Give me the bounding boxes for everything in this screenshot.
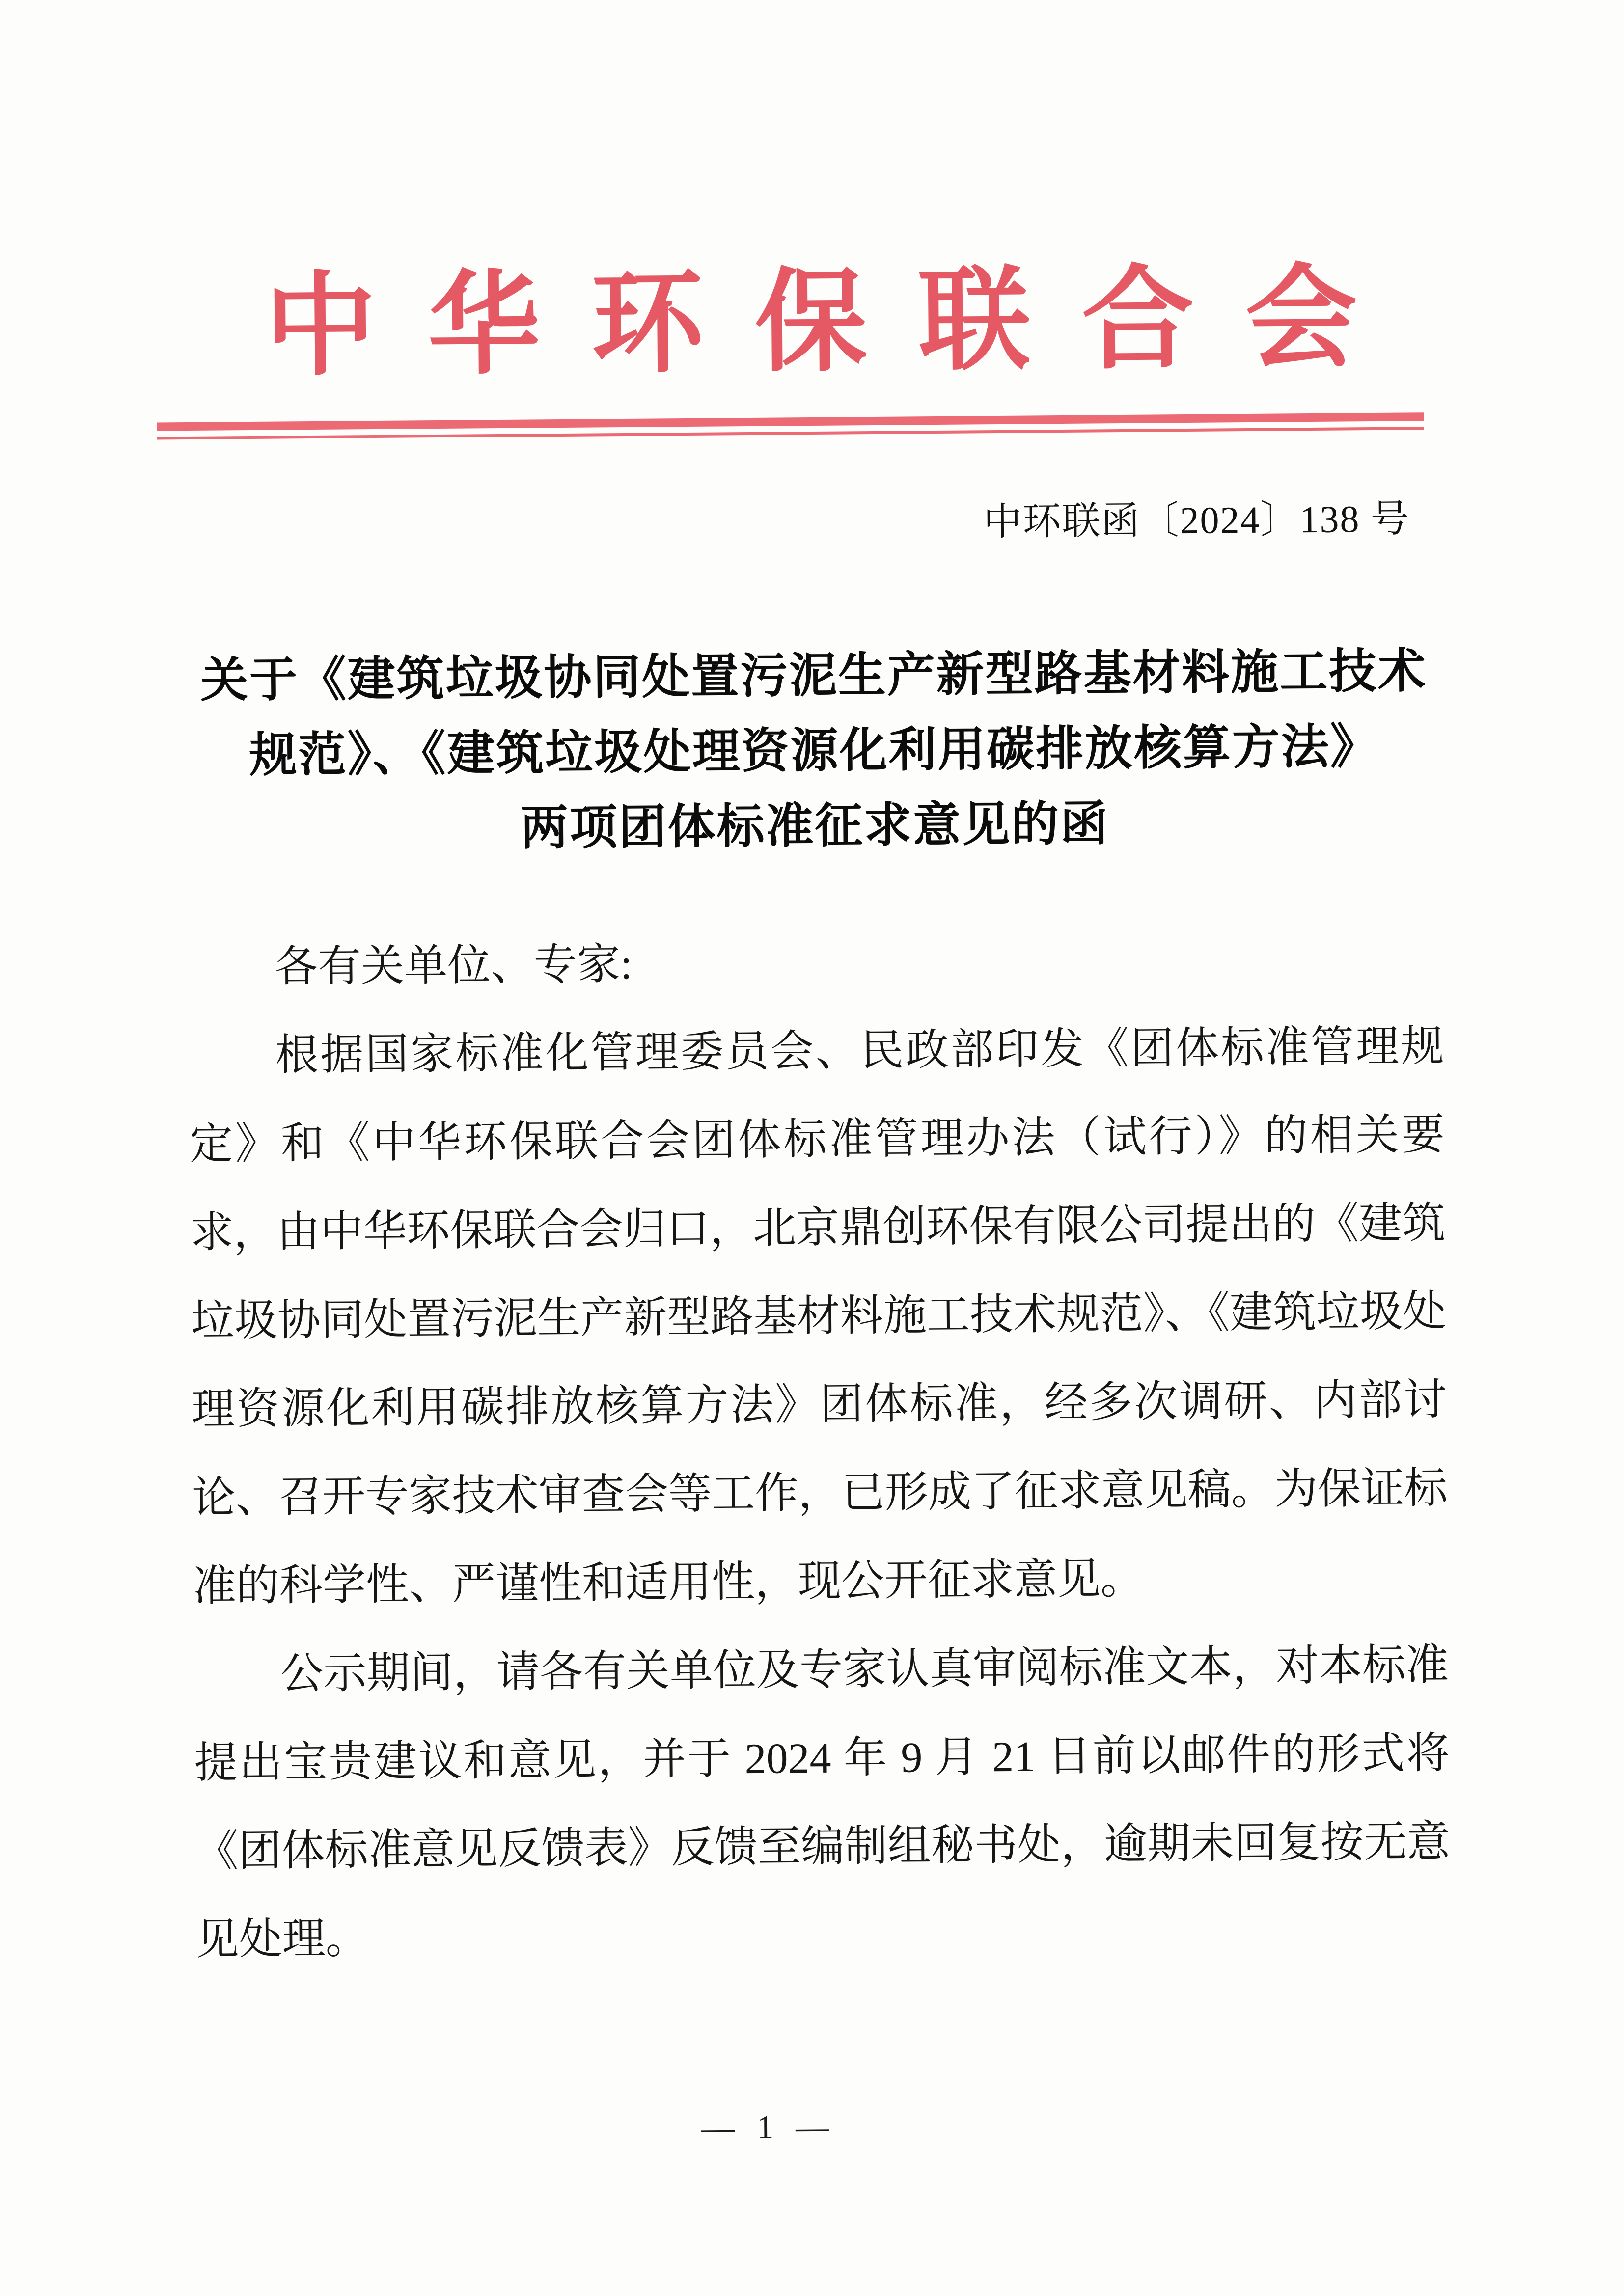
document-title: [124, 633, 1505, 869]
title-line-1: 关于《建筑垃圾协同处置污泥生产新型路基材料施工技术: [200, 645, 1428, 707]
body-paragraph: 公示期间，请各有关单位及专家认真审阅标准文本，对本标准提出宝贵建议和意见，并于 2024 年 9 月 21 日前以邮件的形式将《团体标准意见反馈表》反馈至编制组秘书处，逾期未回复按无意见处理。: [194, 1641, 1451, 1964]
doc-number: 中环联函〔2024〕138 号: [983, 497, 1410, 544]
title-line-2: 规范》、《建筑垃圾处理资源化利用碳排放核算方法》: [249, 720, 1379, 782]
body-paragraph: 根据国家标准化管理委员会、民政部印发《团体标准管理规定》和《中华环保联合会团体标准管理办法（试行）》的相关要求，由中华环保联合会归口，北京鼎创环保有限公司提出的《建筑垃圾协同处置污泥生产新型路基材料施工技术规范》、《建筑垃圾处理资源化利用碳排放核算方法》团体标准，经多次调研、内部讨论、召开专家技术审查会等工作，已形成了征求意见稿。为保证标准的科学性、严谨性和适用性，现公开征求意见。: [189, 1022, 1448, 1611]
page-number: — 1 —: [701, 2107, 836, 2146]
org-name-header: 中华环保联合会: [264, 256, 1409, 389]
title-line-3: 两项团体标准征求意见的函: [520, 797, 1110, 855]
letter-body: [188, 914, 1451, 1985]
salutation: 各有关单位、专家:: [274, 940, 633, 991]
